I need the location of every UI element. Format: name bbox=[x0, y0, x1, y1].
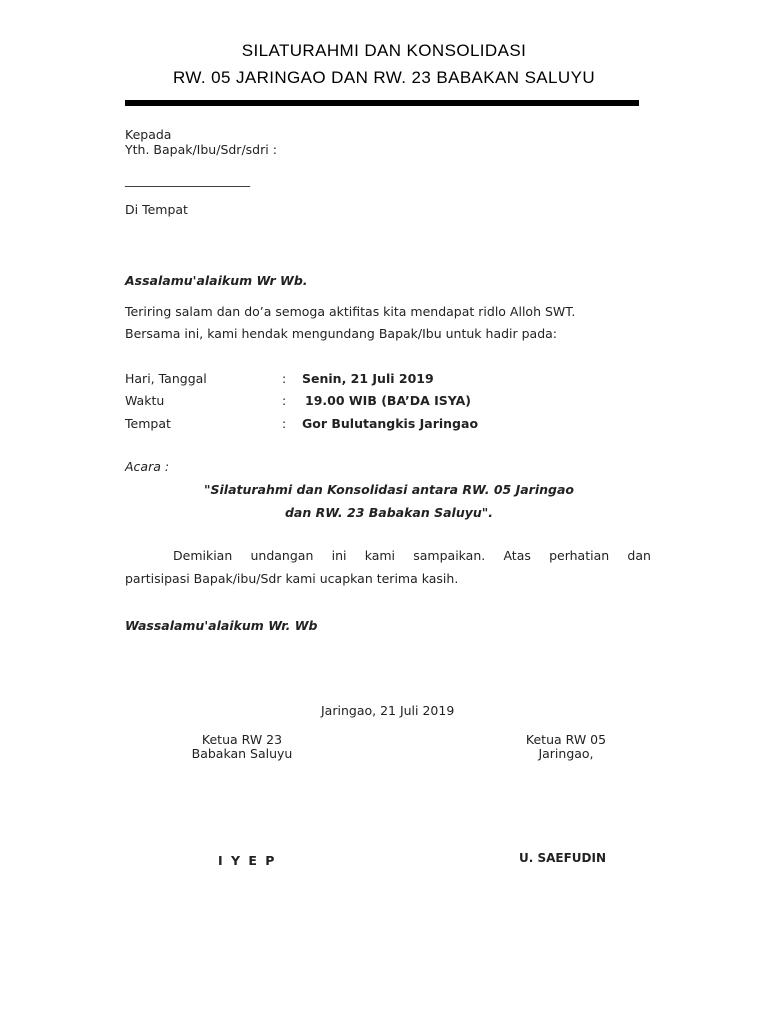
signatory-left-role: Ketua RW 23 bbox=[201, 732, 283, 747]
signatory-left-name: I Y E P bbox=[218, 853, 277, 868]
acara-line1: "Silaturahmi dan Konsolidasi antara RW. 05 Jaringao bbox=[203, 482, 574, 497]
header-divider bbox=[125, 100, 639, 106]
closing-word: perhatian bbox=[549, 548, 610, 563]
document-title-line1: SILATURAHMI DAN KONSOLIDASI bbox=[241, 41, 527, 60]
signatory-right-name: U. SAEFUDIN bbox=[519, 851, 607, 865]
closing-word: ini bbox=[331, 548, 347, 563]
detail-colon: : bbox=[282, 416, 287, 431]
detail-value-date: Senin, 21 Juli 2019 bbox=[302, 371, 434, 386]
acara-line2: dan RW. 23 Babakan Saluyu". bbox=[284, 505, 494, 520]
detail-label-date: Hari, Tanggal bbox=[125, 371, 207, 386]
closing-word: Demikian bbox=[173, 548, 233, 563]
greeting: Assalamu'alaikum Wr Wb. bbox=[125, 273, 308, 288]
address-di-tempat: Di Tempat bbox=[125, 202, 188, 217]
address-kepada: Kepada bbox=[125, 127, 172, 142]
detail-colon: : bbox=[282, 371, 287, 386]
document-title-line2: RW. 05 JARINGAO DAN RW. 23 BABAKAN SALUYU bbox=[172, 68, 595, 87]
signatory-left-place: Babakan Saluyu bbox=[191, 746, 293, 761]
address-blank-line: ____________________ bbox=[125, 172, 250, 187]
signatory-right-place: Jaringao, bbox=[538, 746, 594, 761]
intro-line2: Bersama ini, kami hendak mengundang Bapak/Ibu untuk hadir pada: bbox=[125, 326, 558, 341]
closing-word: kami bbox=[364, 548, 396, 563]
closing-word: Atas bbox=[503, 548, 531, 563]
detail-colon: : bbox=[282, 393, 287, 408]
detail-value-place: Gor Bulutangkis Jaringao bbox=[302, 416, 479, 431]
place-date: Jaringao, 21 Juli 2019 bbox=[321, 703, 455, 718]
detail-label-place: Tempat bbox=[125, 416, 171, 431]
closing-word: dan bbox=[627, 548, 651, 563]
address-recipient: Yth. Bapak/Ibu/Sdr/sdri : bbox=[125, 142, 277, 157]
acara-label: Acara : bbox=[125, 459, 170, 474]
signatory-right-role: Ketua RW 05 bbox=[525, 732, 607, 747]
closing-word: sampaikan. bbox=[413, 548, 486, 563]
farewell: Wassalamu'alaikum Wr. Wb bbox=[125, 618, 318, 633]
intro-line1: Teriring salam dan do’a semoga aktifitas kita mendapat ridlo Alloh SWT. bbox=[125, 304, 576, 319]
closing-line1 bbox=[173, 548, 651, 563]
detail-value-time: 19.00 WIB (BA’DA ISYA) bbox=[305, 393, 472, 408]
closing-line2: partisipasi Bapak/ibu/Sdr kami ucapkan terima kasih. bbox=[125, 571, 459, 586]
detail-label-time: Waktu bbox=[125, 393, 165, 408]
closing-word: undangan bbox=[250, 548, 314, 563]
